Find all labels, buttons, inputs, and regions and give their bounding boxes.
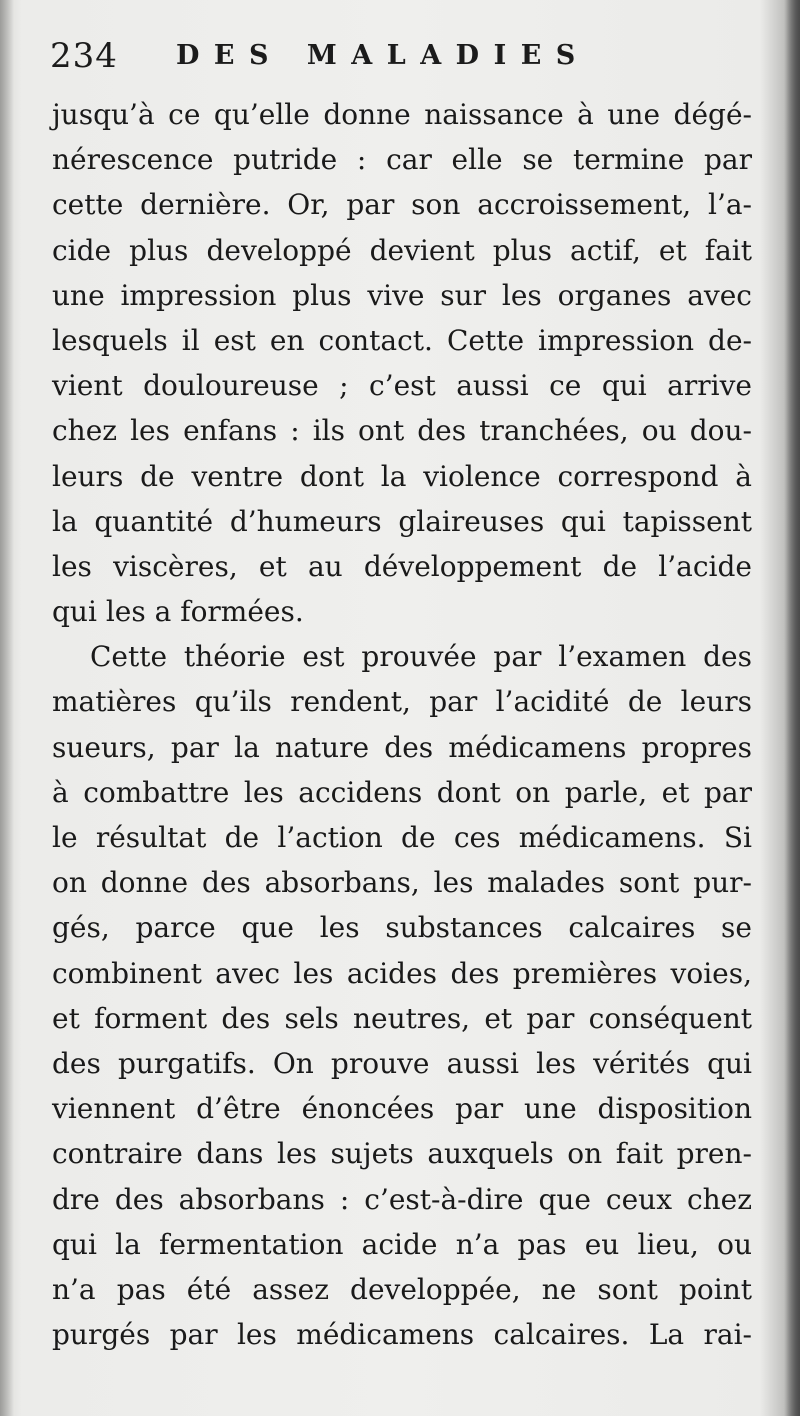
running-head: DES MALADIES [176,40,590,71]
page-edge-shadow [784,0,800,1416]
text-line: nérescence putride : car elle se termine par [52,143,752,177]
text-line: Cette théorie est prouvée par l’examen des [90,640,752,674]
text-line: les viscères, et au développement de l’acide [52,549,752,583]
text-line: n’a pas été assez developpée, ne sont point [52,1272,752,1306]
text-line: matières qu’ils rendent, par l’acidité de leurs [52,685,752,719]
text-line: chez les enfans : ils ont des tranchées, ou dou- [52,414,752,448]
text-line: combinent avec les acides des premières voies, [52,956,752,990]
text-line: la quantité d’humeurs glaireuses qui tapissent [52,504,752,538]
text-line: une impression plus vive sur les organes avec [52,278,752,312]
text-line: lesquels il est en contact. Cette impression de- [52,323,752,357]
spine-shadow [0,0,14,1416]
page-number: 234 [50,36,118,76]
text-line: qui la fermentation acide n’a pas eu lieu, ou [52,1227,752,1261]
text-line: vient douloureuse ; c’est aussi ce qui arrive [52,369,752,403]
text-line: et forment des sels neutres, et par conséquent [52,1001,752,1035]
body-text [52,92,752,1357]
text-line: des purgatifs. On prouve aussi les vérités qui [52,1046,752,1080]
text-line: cette dernière. Or, par son accroissement, l’a- [52,188,752,222]
text-line: leurs de ventre dont la violence correspond à [52,459,752,493]
text-line: purgés par les médicamens calcaires. La rai- [52,1318,752,1352]
text-line: le résultat de l’action de ces médicamens. Si [52,821,752,854]
text-line: cide plus developpé devient plus actif, et fait [52,233,752,267]
text-line: à combattre les accidens dont on parle, et par [52,775,752,809]
text-line: sueurs, par la nature des médicamens propres [52,730,752,764]
text-line: on donne des absorbans, les malades sont pur- [52,866,752,900]
text-line: contraire dans les sujets auxquels on fait pren- [52,1137,752,1171]
text-line: gés, parce que les substances calcaires se [52,911,752,945]
text-line: viennent d’être énoncées par une disposition [52,1092,752,1126]
text-line: jusqu’à ce qu’elle donne naissance à une dégé- [52,98,752,131]
page-header [50,34,750,80]
text-line: dre des absorbans : c’est-à-dire que ceux chez [52,1182,752,1216]
text-line: qui les a formées. [52,595,304,629]
